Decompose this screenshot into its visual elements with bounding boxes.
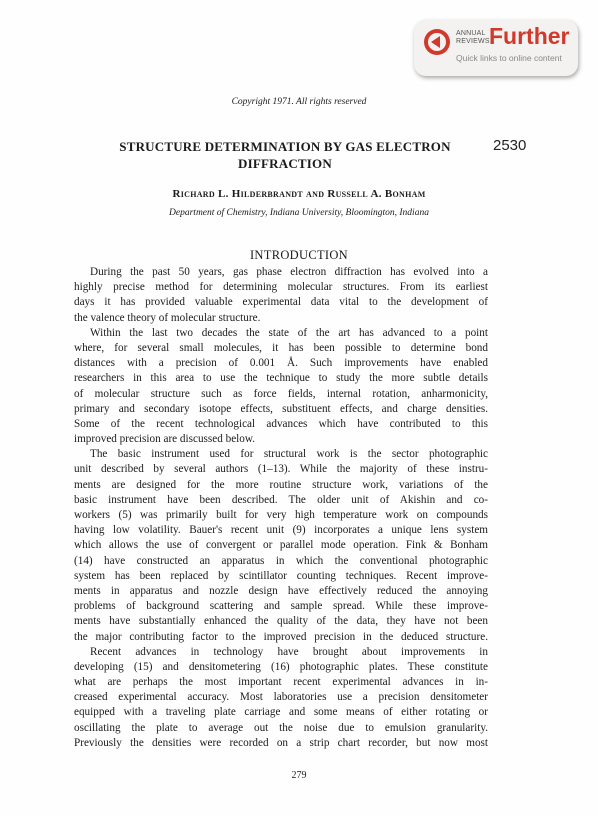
- article-number: 2530: [493, 137, 527, 154]
- text-line: system has been replaced by scintillator counting techniques. Recent improve-: [74, 569, 488, 582]
- title-line-1: STRUCTURE DETERMINATION BY GAS ELECTRON: [119, 139, 451, 154]
- text-line: Some of the recent technological advances which have contributed to this: [74, 417, 488, 430]
- badge-subtitle: Quick links to online content: [456, 53, 562, 63]
- body-text: [74, 265, 488, 751]
- text-line: basic instrument have been described. The older unit of Akishin and co-: [74, 493, 488, 506]
- text-line: primary and secondary isotope effects, substituent effects, and charge densities.: [74, 402, 488, 415]
- text-line: distances with a precision of 0.001 Å. Such improvements have enabled: [74, 357, 488, 370]
- text-line: During the past 50 years, gas phase electron diffraction has evolved into a: [90, 266, 488, 278]
- text-line: ments have substantially enhanced the quality of the data, they have not been: [74, 615, 488, 628]
- text-line: what are perhaps the most important recent experimental advances in in-: [74, 676, 488, 689]
- text-line: oscillating the plate to average out the noise due to emulsion granularity.: [74, 721, 488, 734]
- text-line: developing (15) and densitometering (16) photographic plates. These constitute: [74, 660, 488, 673]
- further-links-badge[interactable]: [414, 20, 578, 76]
- badge-reviews-label: REVIEWS: [456, 38, 490, 45]
- annual-reviews-logo-icon: [424, 29, 450, 55]
- text-line: days it has provided valuable experimental data vital to the development of: [74, 296, 488, 309]
- section-heading: INTRODUCTION: [249, 248, 349, 262]
- text-line: unit described by several authors (1–13). While the majority of these instru-: [74, 463, 488, 476]
- text-line: highly precise method for determining molecular structures. From its earliest: [74, 281, 488, 294]
- text-line: which allows the use of convergent or parallel mode operation. Fink & Bonham: [74, 539, 488, 552]
- text-line: improved precision are discussed below.: [74, 433, 256, 446]
- text-line: researchers in this area to use the technique to study the more subtle details: [74, 372, 488, 385]
- text-line: ments are designed for the more routine structure work, variations of the: [74, 478, 488, 491]
- badge-annual-label: ANNUAL: [456, 30, 486, 37]
- text-line: the major contributing factor to the improved precision in the deduced structure.: [74, 630, 488, 643]
- text-line: Recent advances in technology have brought about improvements in: [90, 645, 488, 658]
- text-line: where, for several small molecules, it has been possible to determine bond: [74, 341, 488, 354]
- copyright-line: Copyright 1971. All rights reserved: [231, 97, 367, 107]
- article-title: [80, 138, 490, 172]
- text-line: problems of background scattering and sample spread. While these improve-: [74, 600, 488, 613]
- title-line-2: DIFFRACTION: [238, 156, 332, 171]
- badge-further-label: Further: [489, 23, 570, 49]
- text-line: creased experimental accuracy. Most laboratories use a precision densitometer: [74, 691, 488, 704]
- text-line: Within the last two decades the state of the art has advanced to a point: [90, 326, 488, 339]
- text-line: of molecular structure such as force fields, internal rotation, anharmonicity,: [74, 387, 488, 400]
- text-line: having low volatility. Bauer's recent unit (9) incorporates a unique lens system: [74, 524, 488, 537]
- text-line: The basic instrument used for structural work is the sector photographic: [90, 448, 488, 461]
- text-line: ments in apparatus and nozzle design have effectively reduced the annoying: [74, 584, 488, 597]
- affiliation: Department of Chemistry, Indiana University, Bloomington, Indiana: [169, 208, 429, 218]
- text-line: workers (5) was primarily built for very high temperature work on compounds: [74, 509, 488, 521]
- text-line: Previously the densities were recorded on a strip chart recorder, but now most: [74, 736, 488, 749]
- authors: Richard L. Hilderbrandt and Russell A. Bonham: [172, 188, 426, 200]
- page-number: 279: [291, 770, 307, 781]
- text-line: (14) have constructed an apparatus in which the conventional photographic: [74, 554, 488, 567]
- text-line: equipped with a traveling plate carriage and some means of either rotating or: [74, 706, 488, 719]
- text-line: the valence theory of molecular structure.: [74, 311, 261, 324]
